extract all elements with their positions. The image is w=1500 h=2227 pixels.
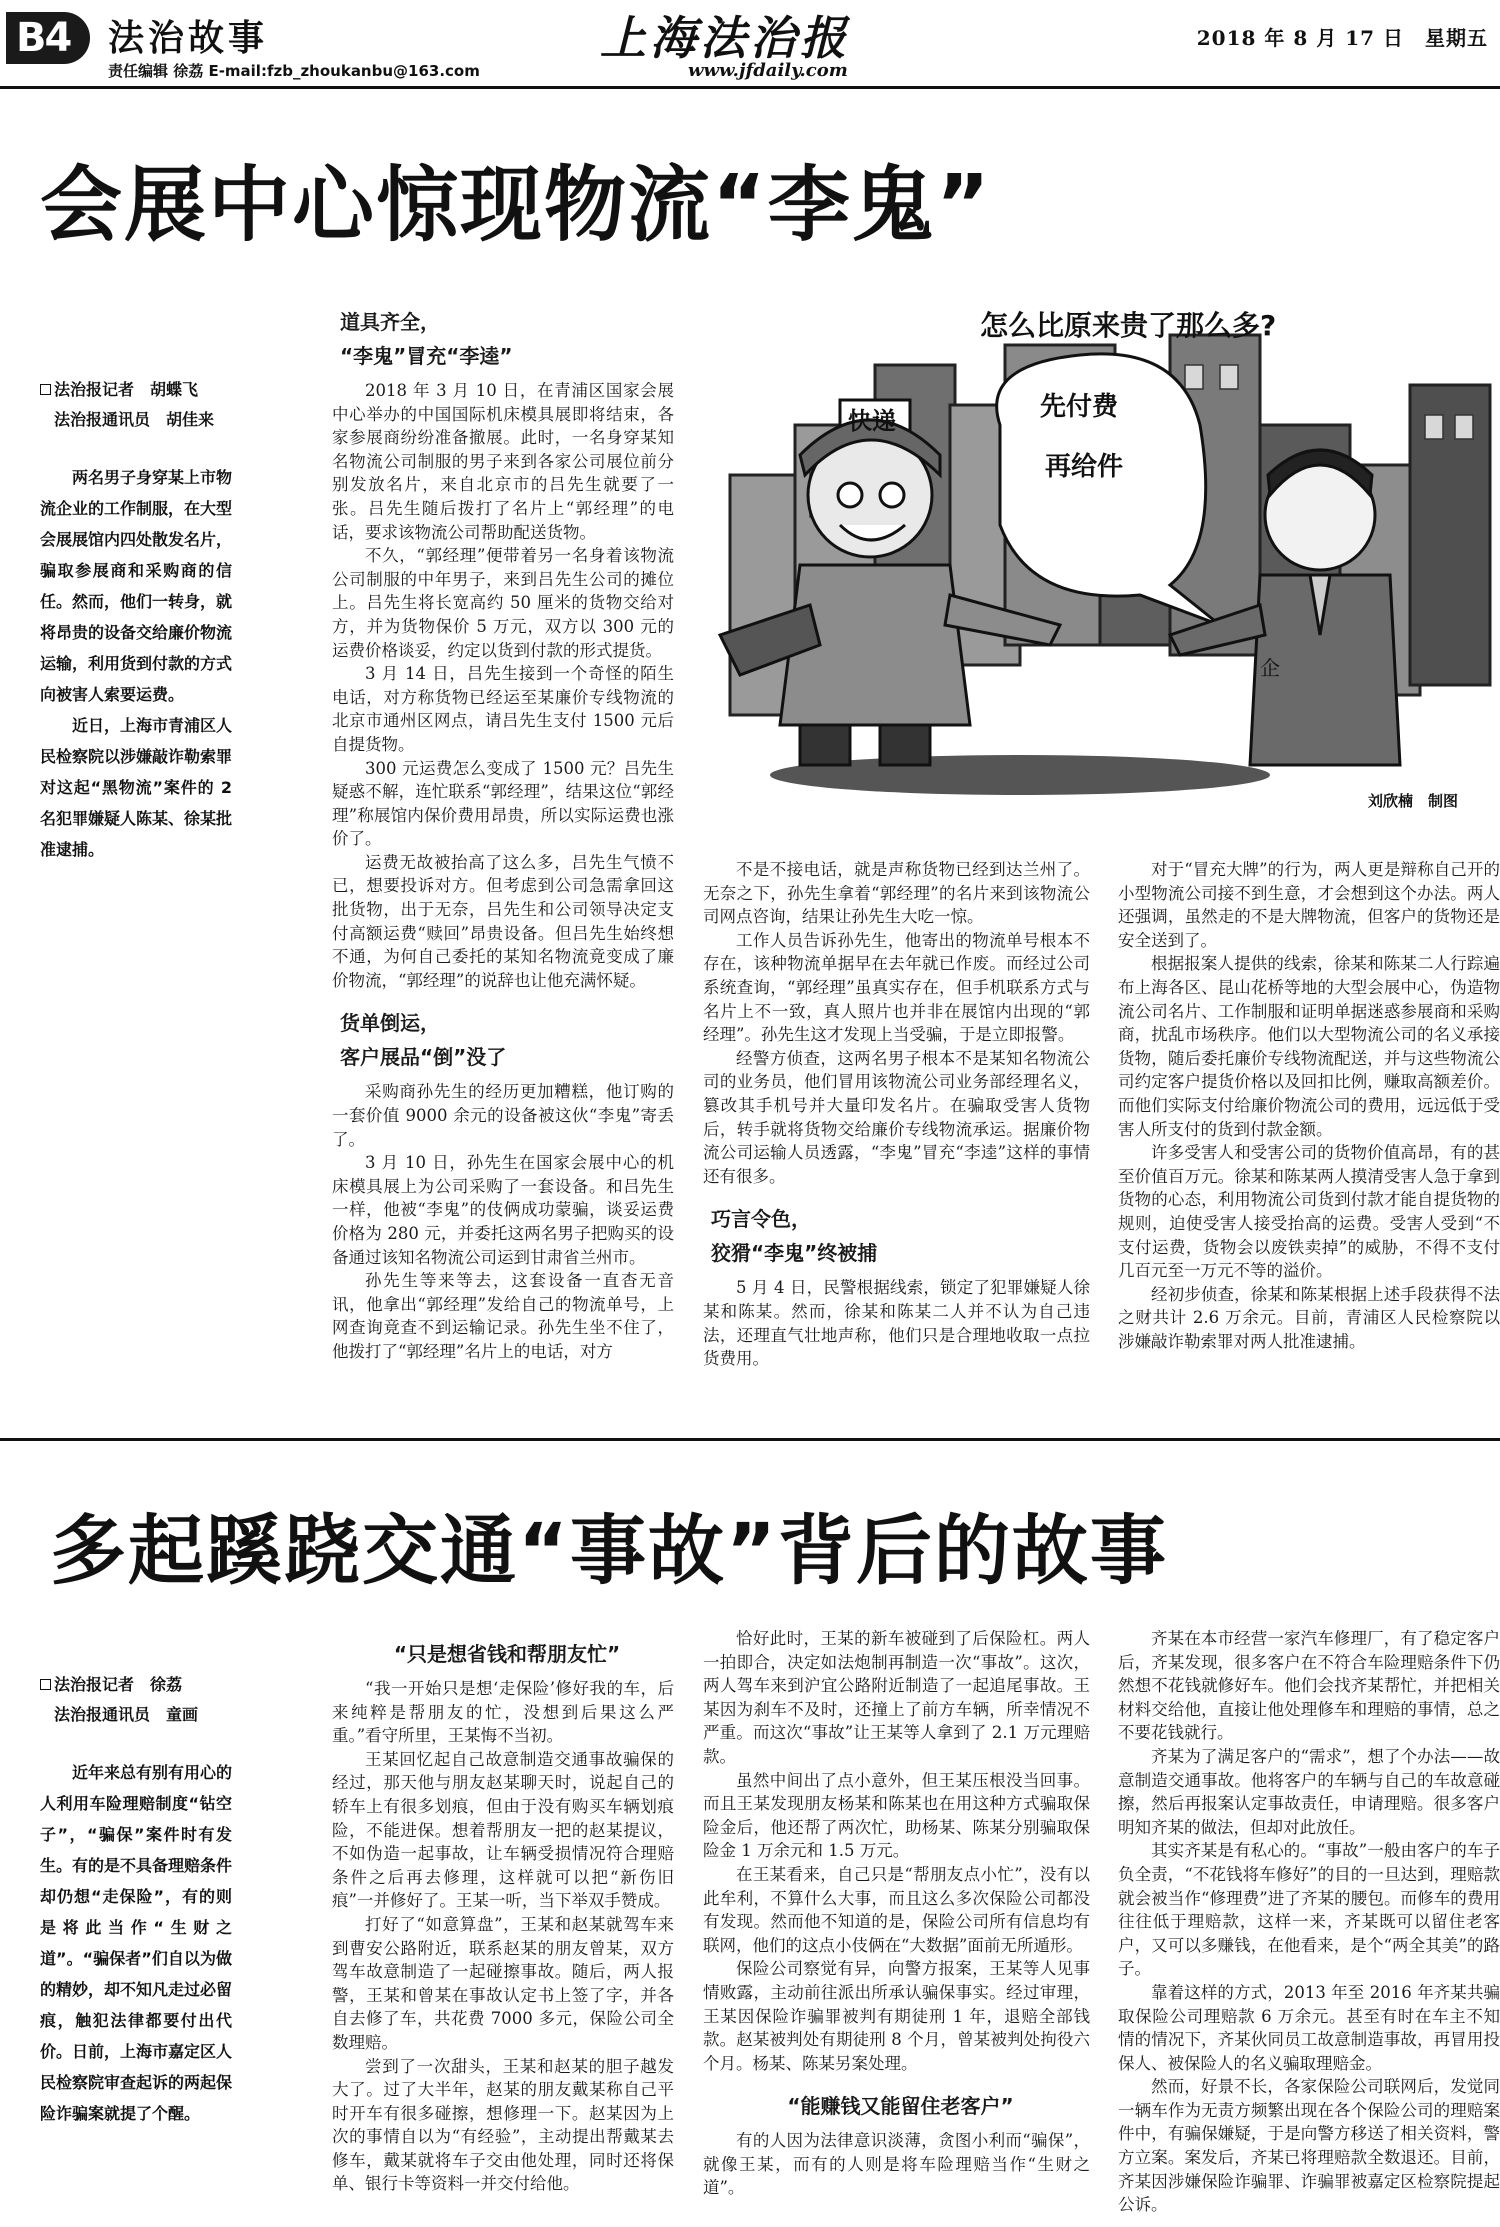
article2-headline: 多起蹊跷交通“事故”背后的故事 <box>50 1506 1168 1595</box>
section-title: 法治故事 <box>108 18 269 59</box>
body-paragraph: “我一开始只是想‘走保险’修好我的车，后来纯粹是帮朋友的忙，没想到后果这么严重。”看守所里，王某悔不当初。 <box>332 1679 674 1746</box>
body-paragraph: 尝到了一次甜头，王某和赵某的胆子越发大了。过了大半年，赵某的朋友戴某称自己平时开车有很多碰擦，想修理一下。赵某因为上次的事情自以为“有经验”，主动提出帮戴某去修车，戴某就将车子交由他处理，同时还将保单、银行卡等资料一并交付给他。 <box>332 2056 674 2194</box>
lead-paragraph: 近日，上海市青浦区人民检察院以涉嫌敲诈勒索罪对这起“黑物流”案件的 2 名犯罪嫌疑人陈某、徐某批准逮捕。 <box>40 716 233 859</box>
body-paragraph: 齐某在本市经营一家汽车修理厂，有了稳定客户后，齐某发现，很多客户在不符合车险理赔条件下仍然想不花钱就修好车。他们会找齐某帮忙，并把相关材料交给他，直接让他处理修车和理赔的事情，总之不要花钱就行。 <box>1118 1629 1500 1743</box>
body-paragraph: 靠着这样的方式，2013 年至 2016 年齐某共骗取保险公司理赔款 6 万余元。甚至有时在车主不知情的情况下，齐某伙同员工故意制造事故，再冒用投保人、被保险人的名义骗取理赔金。 <box>1118 1982 1500 2073</box>
cartoon-sign-express: 快递 <box>848 407 896 435</box>
cartoon-illustration <box>700 305 1500 845</box>
body-paragraph: 其实齐某是有私心的。“事故”一般由客户的车子负全责，“不花钱将车修好”的目的一旦达到，理赔款就会被当作“修理费”进了齐某的腰包。而修车的费用往往低于理赔款，这样一来，齐某既可以留住老客户，又可以多赚钱，在他看来，是个“两全其美”的路子。 <box>1118 1841 1500 1979</box>
body-paragraph: 300 元运费怎么变成了 1500 元？吕先生疑惑不解，连忙联系“郭经理”，结果这位“郭经理”称展馆内保价费用昂贵，所以实际运费也涨价了。 <box>332 758 674 849</box>
article2-column-3 <box>1118 1627 1500 2217</box>
body-paragraph: 3 月 14 日，吕先生接到一个奇怪的陌生电话，对方称货物已经运至某廉价专线物流的北京市通州区网点，请吕先生支付 1500 元后自提货物。 <box>332 664 674 754</box>
article1-lead <box>40 462 232 865</box>
body-paragraph: 经警方侦查，这两名男子根本不是某知名物流公司的业务员，他们冒用该物流公司业务部经理名义，篡改其手机号并大量印发名片。在骗取受害人货物后，转手就将货物交给廉价专线物流承运。据廉价物流公司运输人员透露，“李鬼”冒充“李逵”这样的事情还有很多。 <box>703 1048 1090 1186</box>
subheading: 客户展品“倒”没了 <box>340 1045 507 1070</box>
byline-reporter: 法治报记者 胡蝶飞 <box>54 380 199 399</box>
article1-column-2 <box>703 858 1090 1371</box>
article2-byline <box>40 1670 198 1730</box>
editor-credit: 责任编辑 徐荔 E-mail:fzb_zhoukanbu@163.com <box>108 62 480 80</box>
body-paragraph: 虽然中间出了点小意外，但王某压根没当回事。而且王某发现朋友杨某和陈某也在用这种方式骗取保险金后，他还帮了两次忙，助杨某、陈某分别骗取保险金 1 万余元和 1.5 万元。 <box>703 1770 1090 1861</box>
body-paragraph: 根据报案人提供的线索，徐某和陈某二人行踪遍布上海各区、昆山花桥等地的大型会展中心，伪造物流公司名片、工作制服和证明单据迷惑参展商和采购商，扰乱市场秩序。他们以大型物流公司的名义承接货物，随后委托廉价专线物流配送，并与这些物流公司约定客户提货价格以及回扣比例，赚取高额差价。而他们实际支付给廉价物流公司的费用，远远低于受害人所支付的货到付款金额。 <box>1118 954 1500 1139</box>
body-paragraph: 恰好此时，王某的新车被碰到了后保险杠。两人一拍即合，决定如法炮制再制造一次“事故”。这次，两人驾车来到沪宜公路附近制造了一起追尾事故。王某因为刹车不及时，还撞上了前方车辆，所幸情况不严重。而这次“事故”让王某等人拿到了 2.1 万元理赔款。 <box>703 1629 1090 1766</box>
header-rule <box>0 86 1500 89</box>
newspaper-masthead: 上海法治报 <box>600 11 850 65</box>
body-paragraph: 有的人因为法律意识淡薄，贪图小利而“骗保”，就像王某，而有的人则是将车险理赔当作“生财之道”。 <box>703 2131 1090 2198</box>
body-paragraph: 对于“冒充大牌”的行为，两人更是辩称自己开的小型物流公司接不到生意，才会想到这个办法。两人还强调，虽然走的不是大牌物流，但客户的货物还是安全送到了。 <box>1118 860 1500 950</box>
issue-date: 2018 年 8 月 17 日 星期五 <box>1196 26 1488 50</box>
article1-byline <box>40 375 214 435</box>
article2-column-1 <box>332 1637 674 2196</box>
subheading: 狡猾“李鬼”终被捕 <box>711 1241 878 1266</box>
cartoon-sign-deliver: 再给件 <box>1045 452 1124 482</box>
byline-square-icon <box>40 1679 51 1690</box>
body-paragraph: 3 月 10 日，孙先生在国家会展中心的机床模具展上为公司采购了一套设备。和吕先生一样，他被“李鬼”的伎俩成功蒙骗，谈妥运费价格为 280 元，并委托这两名男子把购买的设备通过该知名物流公司运到甘肃省兰州市。 <box>332 1153 674 1267</box>
subheading: “李鬼”冒充“李逵” <box>340 344 513 368</box>
body-paragraph: 运费无故被抬高了这么多，吕先生气愤不已，想要投诉对方。但考虑到公司急需拿回这批货物，出于无奈，吕先生和公司领导决定支付高额运费“赎回”昂贵设备。但吕先生始终想不通，为何自己委托的某知名物流竟变成了廉价物流，“郭经理”的说辞也让他充满怀疑。 <box>332 852 674 990</box>
body-paragraph: 不久，“郭经理”便带着另一名身着该物流公司制服的中年男子，来到吕先生公司的摊位上。吕先生将长宽高约 50 厘米的货物交给对方，并为货物保价 5 万元，双方以 300 元的运费价格谈妥，约定以货到付款的形式提货。 <box>332 546 674 660</box>
article1-column-3 <box>1118 858 1500 1353</box>
body-paragraph: 然而，好景不长，各家保险公司联网后，发觉同一辆车作为无责方频繁出现在各个保险公司的理赔案件中，有骗保嫌疑，于是向警方移送了相关资料，警方立案。案发后，齐某已将理赔款全数退还。目前，齐某因涉嫌保险诈骗罪、诈骗罪被嘉定区检察院提起公诉。 <box>1118 2077 1500 2215</box>
body-paragraph: 经初步侦查，徐某和陈某根据上述手段获得不法之财共计 2.6 万余元。目前，青浦区人民检察院以涉嫌敲诈勒索罪对两人批准逮捕。 <box>1118 1284 1500 1351</box>
body-paragraph: 保险公司察觉有异，向警方报案，王某等人见事情败露，主动前往派出所承认骗保事实。经过审理，王某因保险诈骗罪被判有期徒刑 1 年，退赔全部钱款。赵某被判处有期徒刑 8 个月，曾某被判处拘役六个月。杨某、陈某另案处理。 <box>703 1959 1090 2073</box>
page-number-badge: B4 <box>6 12 90 64</box>
byline-reporter: 法治报记者 徐荔 <box>54 1675 183 1694</box>
website-url: www.jfdaily.com <box>688 60 848 81</box>
byline-square-icon <box>40 384 51 395</box>
subheading: “能赚钱又能留住老客户” <box>787 2094 1014 2119</box>
article2-lead <box>40 1757 232 2129</box>
body-paragraph: 2018 年 3 月 10 日，在青浦区国家会展中心举办的中国国际机床模具展即将结束，各家参展商纷纷准备撤展。此时，一名身穿某知名物流公司制服的男子来到各家公司展位前分别发放名片，来自北京市的吕先生就要了一张。吕先生随后拨打了名片上“郭经理”的电话，要求该物流公司帮助配送货物。 <box>332 381 674 542</box>
subheading: 货单倒运， <box>340 1011 440 1036</box>
byline-correspondent: 法治报通讯员 童画 <box>54 1705 199 1724</box>
subheading: 道具齐全， <box>340 310 440 334</box>
cartoon-caption: 怎么比原来贵了那么多? <box>980 309 1277 342</box>
body-paragraph: 不是不接电话，就是声称货物已经到达兰州了。无奈之下，孙先生拿着“郭经理”的名片来到该物流公司网点咨询，结果让孙先生大吃一惊。 <box>703 860 1090 927</box>
article1-headline: 会展中心惊现物流“李鬼” <box>40 158 992 253</box>
body-paragraph: 孙先生等来等去，这套设备一直杳无音讯，他拿出“郭经理”发给自己的物流单号，上网查询竟查不到运输记录。孙先生坐不住了，他拨打了“郭经理”名片上的电话，对方 <box>332 1271 674 1361</box>
body-paragraph: 齐某为了满足客户的“需求”，想了个办法——故意制造交通事故。他将客户的车辆与自己的车故意碰擦，然后再报案认定事故责任，申请理赔。很多客户明知齐某的做法，但却对此放任。 <box>1118 1746 1500 1837</box>
byline-correspondent: 法治报通讯员 胡佳来 <box>54 410 215 429</box>
cartoon-sign-prepay: 先付费 <box>1040 392 1119 422</box>
subheading: 巧言令色， <box>711 1207 811 1232</box>
cartoon-credit: 刘欣楠 制图 <box>1368 792 1459 810</box>
body-paragraph: 在王某看来，自己只是“帮朋友点小忙”，没有以此牟利，不算什么大事，而且这么多次保险公司都没有发现。然而他不知道的是，保险公司所有信息均有联网，他们的这点小伎俩在“大数据”面前无所遁形。 <box>703 1864 1090 1955</box>
svg-text:企: 企 <box>1260 656 1280 680</box>
body-paragraph: 5 月 4 日，民警根据线索，锁定了犯罪嫌疑人徐某和陈某。然而，徐某和陈某二人并不认为自己违法，还理直气壮地声称，他们只是合理地收取一点拉货费用。 <box>703 1278 1090 1369</box>
article2-column-2 <box>703 1627 1090 2200</box>
article1-column-1 <box>332 305 674 1364</box>
lead-paragraph: 近年来总有别有用心的人利用车险理赔制度“钻空子”，“骗保”案件时有发生。有的是不具备理赔条件却仍想“走保险”，有的则是将此当作“生财之道”。“骗保者”们自以为做的精妙，却不知凡走过必留痕，触犯法律都要付出代价。日前，上海市嘉定区人民检察院审查起诉的两起保险诈骗案就提了个醒。 <box>40 1763 233 2123</box>
body-paragraph: 王某回忆起自己故意制造交通事故骗保的经过，那天他与朋友赵某聊天时，说起自己的轿车上有很多划痕，但由于没有购买车辆划痕险，不能进保。想着帮朋友一把的赵某提议，不如伪造一起事故，让车辆受损情况符合理赔条件之后再去修理，这样就可以把“新伤旧痕”一并修好了。王某一听，当下举双手赞成。 <box>332 1749 674 1911</box>
body-paragraph: 打好了“如意算盘”，王某和赵某就驾车来到曹安公路附近，联系赵某的朋友曾某，双方驾车故意制造了一起碰擦事故。随后，两人报警，王某和曾某在事故认定书上签了字，并各自去修了车，共花费 7000 多元，保险公司全数理赔。 <box>332 1914 674 2052</box>
body-paragraph: 工作人员告诉孙先生，他寄出的物流单号根本不存在，该种物流单据早在去年就已作废。而经过公司系统查询，“郭经理”虽真实存在，但手机联系方式与名片上不一致，真人照片也并非在展馆内出现的“郭经理”。孙先生这才发现上当受骗，于是立即报警。 <box>703 930 1090 1045</box>
article-divider <box>0 1438 1500 1441</box>
lead-paragraph: 两名男子身穿某上市物流企业的工作制服，在大型会展展馆内四处散发名片，骗取参展商和采购商的信任。然而，他们一转身，就将昂贵的设备交给廉价物流运输，利用货到付款的方式向被害人索要运费。 <box>40 468 233 704</box>
body-paragraph: 采购商孙先生的经历更加糟糕，他订购的一套价值 9000 余元的设备被这伙“李鬼”寄丢了。 <box>332 1082 674 1149</box>
subheading: “只是想省钱和帮朋友忙” <box>393 1642 621 1666</box>
body-paragraph: 许多受害人和受害公司的货物价值高昂，有的甚至价值百万元。徐某和陈某两人摸清受害人急于拿到货物的心态，利用物流公司货到付款才能自提货物的规则，迫使受害人接受抬高的运费。受害人受到“不支付运费，货物会以废铁卖掉”的威胁，不得不支付几百元至一万元不等的溢价。 <box>1118 1143 1500 1281</box>
page-header <box>0 0 1500 96</box>
